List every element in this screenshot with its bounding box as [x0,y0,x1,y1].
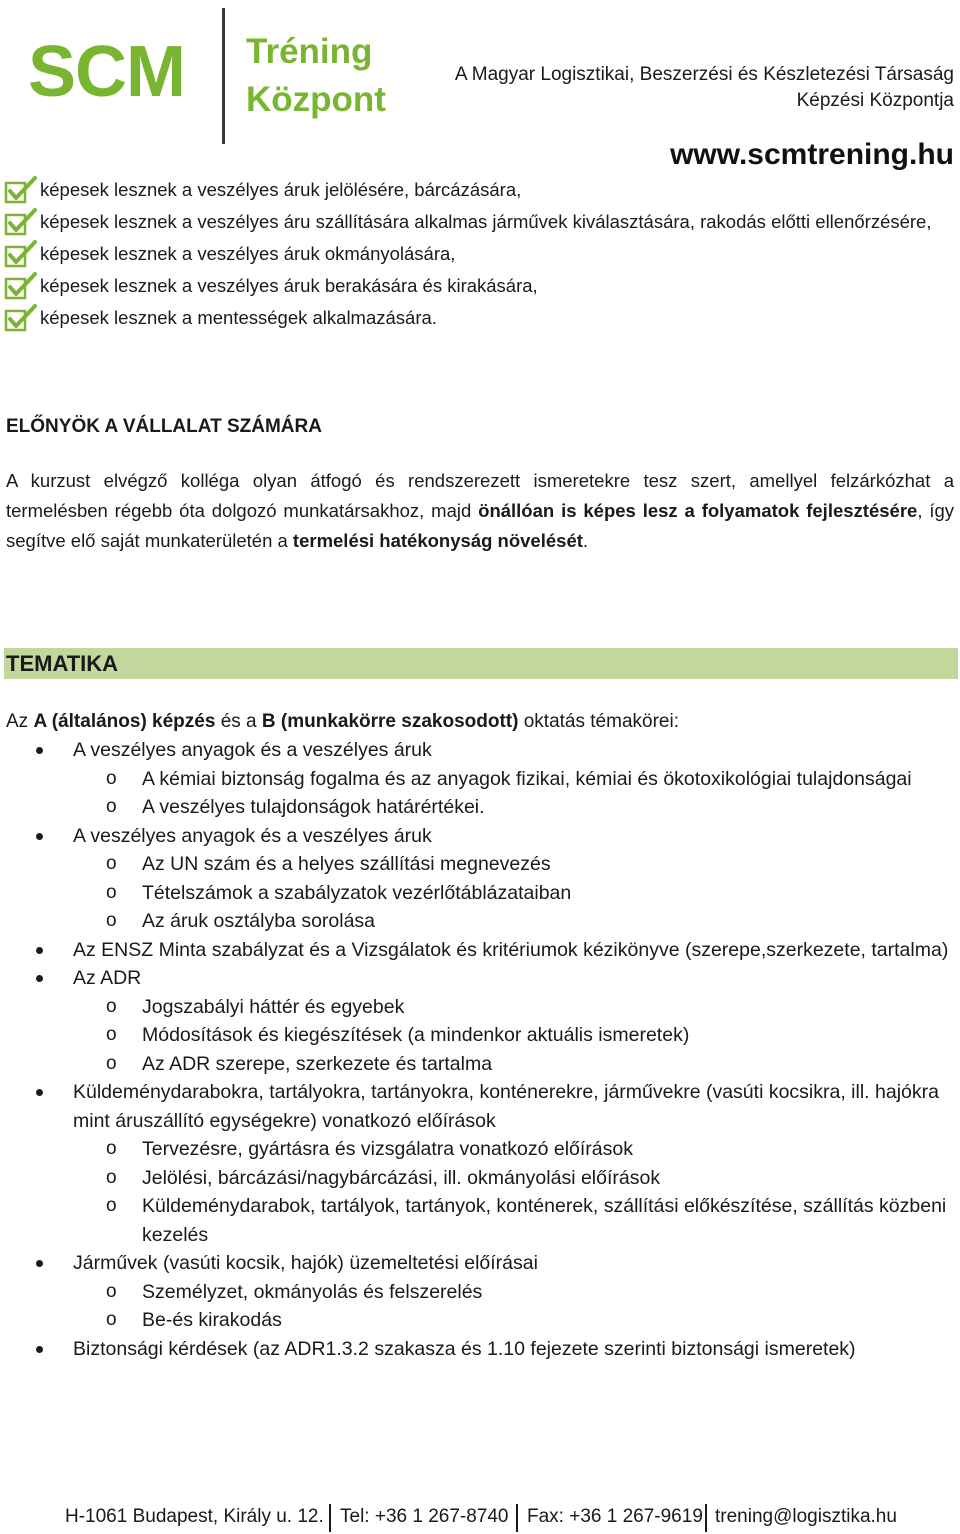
intro-text-1: Az [6,711,34,732]
subtopic-item [73,879,950,908]
subtopic-list [73,993,950,1079]
checkbox-checked-icon [4,304,38,332]
subtopic-marker: o [106,1309,117,1330]
subtopic-text: Jogszabályi háttér és egyebek [142,995,405,1018]
org-line-1: A Magyar Logisztikai, Beszerzési és Készletezési Társaság [454,64,954,85]
checklist-item-text: képesek lesznek a veszélyes áruk jelölésére, bárcázására, [40,179,522,200]
subtopic-text: Tervezésre, gyártásra és vizsgálatra vonatkozó előírások [142,1138,633,1160]
bullet-icon [36,1346,43,1353]
topic-text: Küldeménydarabokra, tartályokra, tartányokra, konténerekre, járművekre (vasúti kocsikra, ill. hajókra mint áruszállító egységekre) vonatkozó előírások [73,1081,939,1132]
checklist-item-text: képesek lesznek a veszélyes áru szállítására alkalmas járművek kiválasztására, rakodás előtti ellenőrzésére, [40,211,932,232]
checklist-item [4,238,956,270]
topic-item [0,1335,950,1364]
checklist-item [4,174,956,206]
intro-text-5: oktatás témakörei: [518,711,679,732]
tematika-intro [6,708,679,736]
subtopic-list [73,1278,950,1335]
subtopic-text: Személyzet, okmányolás és felszerelés [142,1280,483,1303]
logo-scm-text: SCM [28,32,185,112]
subtopic-list [73,1135,950,1249]
outcomes-checklist [4,174,956,334]
subtopic-marker: o [106,853,117,874]
benefits-text-3: , így segítve elő saját munkaterületén a [6,500,955,551]
topic-text: Az ENSZ Minta szabályzat és a Vizsgálatok és kritériumok kézikönyve (szerepe,szerkezete, tartalma) [73,938,949,961]
company-logo [28,8,448,148]
subtopic-item [73,1135,950,1164]
topic-text: Biztonsági kérdések (az ADR1.3.2 szakasza és 1.10 fejezete szerinti biztonsági ismeretek) [73,1337,856,1360]
bullet-icon [36,747,43,754]
topic-text: Járművek (vasúti kocsik, hajók) üzemeltetési előírásai [73,1252,538,1274]
benefits-text-4: termelési hatékonyság növelését [292,530,583,551]
checklist-item [4,206,956,238]
topic-item [0,964,950,1078]
subtopic-marker: o [106,1280,117,1302]
footer-address: H-1061 Budapest, Király u. 12. [65,1506,324,1527]
checklist-item-text: képesek lesznek a veszélyes áruk berakására és kirakására, [40,275,538,296]
checkbox-checked-icon [4,272,38,300]
subtopic-item [73,765,950,794]
tematika-heading: TEMATIKA [6,651,119,676]
subtopic-item [73,993,950,1022]
checkbox-checked-icon [4,176,38,204]
topic-item [0,1249,950,1335]
subtopic-item [73,850,950,879]
footer-separator [329,1504,331,1532]
subtopic-text: Jelölési, bárcázási/nagybárcázási, ill. okmányolási előírások [142,1166,661,1189]
organization-name [455,62,954,114]
subtopic-text: Be-és kirakodás [142,1309,282,1331]
subtopic-list [73,850,950,936]
checklist-item [4,302,956,334]
subtopic-marker: o [106,995,117,1017]
intro-text-4: B (munkakörre szakosodott) [261,711,519,732]
footer-phone: Tel: +36 1 267-8740 [340,1506,509,1527]
subtopic-marker: o [106,881,117,903]
tematika-heading-bar [4,648,958,679]
benefits-text-5: . [582,530,589,551]
topic-item [0,822,950,936]
topic-item [0,736,950,822]
subtopic-text: Módosítások és kiegészítések (a mindenkor aktuális ismeretek) [142,1024,690,1046]
checklist-item-text: képesek lesznek a mentességek alkalmazására. [40,307,437,328]
subtopic-list [73,765,950,822]
footer-separator [516,1504,518,1532]
bullet-icon [36,833,43,840]
subtopic-item [73,1306,950,1335]
footer-separator [705,1504,707,1532]
org-line-2: Képzési Központja [796,90,954,111]
subtopic-item [73,907,950,936]
checkbox-checked-icon [4,208,38,236]
bullet-icon [36,975,43,982]
footer-email[interactable]: trening@logisztika.hu [715,1506,897,1527]
checklist-item-text: képesek lesznek a veszélyes áruk okmányolására, [40,243,456,264]
topic-text: A veszélyes anyagok és a veszélyes áruk [73,739,432,761]
subtopic-text: Az áruk osztályba sorolása [142,910,376,932]
topic-list [0,736,950,1363]
topic-item [0,936,950,965]
subtopic-text: A veszélyes tulajdonságok határértékei. [142,796,485,818]
checklist-item [4,270,956,302]
subtopic-marker: o [106,1166,117,1188]
subtopic-item [73,1278,950,1307]
footer-fax: Fax: +36 1 267-9619 [527,1506,703,1527]
subtopic-text: Tételszámok a szabályzatok vezérlőtáblázataiban [142,881,572,904]
benefits-heading: ELŐNYÖK A VÁLLALAT SZÁMÁRA [6,416,322,437]
logo-trening-text: Tréning [246,32,373,71]
subtopic-marker: o [106,796,117,817]
logo-kozpont-text: Központ [246,80,386,119]
logo-divider [222,8,225,144]
subtopic-text: A kémiai biztonság fogalma és az anyagok fizikai, kémiai és ökotoxikológiai tulajdonságai [142,767,912,790]
checkbox-checked-icon [4,240,38,268]
subtopic-text: Az ADR szerepe, szerkezete és tartalma [142,1052,493,1075]
subtopic-marker: o [106,1052,117,1074]
benefits-text-2: önállóan is képes lesz a folyamatok fejlesztésére [478,500,918,521]
subtopic-item [73,1050,950,1079]
subtopic-marker: o [106,1024,117,1045]
bullet-icon [36,1260,43,1267]
subtopic-item [73,1021,950,1050]
benefits-text-1: A kurzust elvégző kolléga olyan átfogó és rendszerezett ismeretekre tesz szert, amellyel felzárkózhat a termelésben régebb óta dolgozó munkatársakhoz, majd [6,470,954,521]
bullet-icon [36,1089,43,1096]
subtopic-text: Küldeménydarabok, tartályok, tartányok, konténerek, szállítási előkészítése, szállítás közbeni kezelés [142,1195,947,1246]
subtopic-text: Az UN szám és a helyes szállítási megnevezés [142,853,551,875]
intro-text-3: és a [215,711,262,732]
subtopic-item [73,793,950,822]
subtopic-marker: o [106,1195,117,1216]
topic-item [0,1078,950,1249]
bullet-icon [36,947,43,954]
subtopic-marker: o [106,767,117,789]
topic-text: Az ADR [73,967,142,989]
website-link[interactable]: www.scmtrening.hu [670,138,954,171]
subtopic-marker: o [106,1138,117,1159]
benefits-paragraph [6,466,954,556]
topic-text: A veszélyes anyagok és a veszélyes áruk [73,824,432,847]
subtopic-marker: o [106,910,117,931]
subtopic-item [73,1164,950,1193]
subtopic-item [73,1192,950,1249]
intro-text-2: A (általános) képzés [33,711,216,732]
